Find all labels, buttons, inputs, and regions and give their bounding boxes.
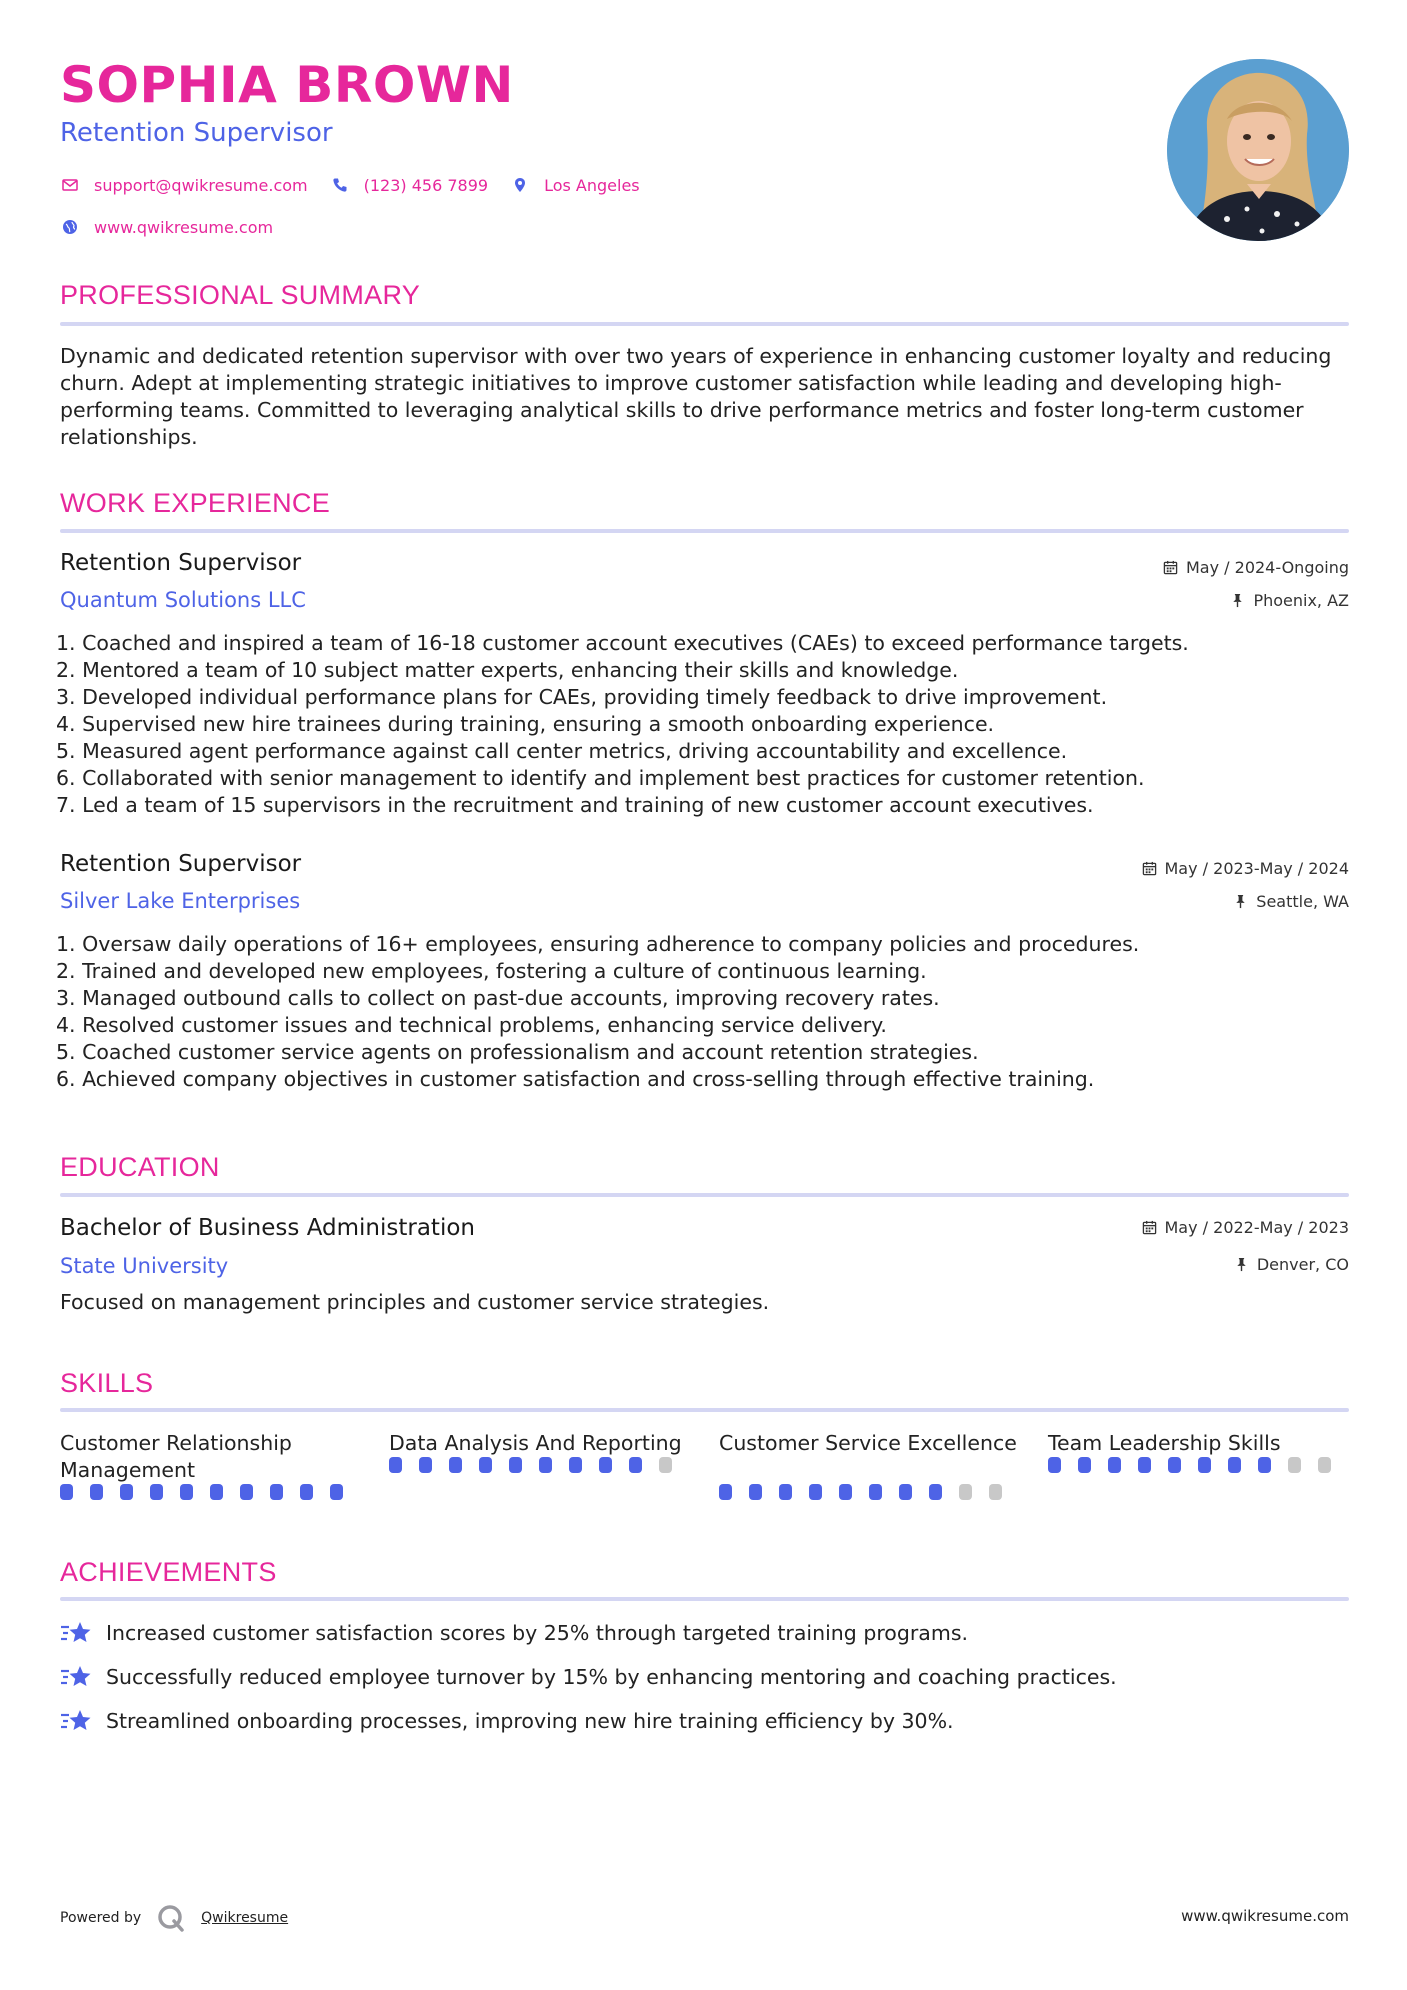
rating-dot-filled [779, 1484, 792, 1500]
rating-dot-filled [569, 1457, 582, 1473]
rating-dot-filled [1138, 1457, 1151, 1473]
rating-dot-filled [1228, 1457, 1241, 1473]
list-item: 3. Managed outbound calls to collect on past-due accounts, improving recovery rates. [56, 986, 940, 1010]
rating-dot-filled [300, 1484, 313, 1500]
skill-name: Customer Relationship Management [60, 1431, 292, 1482]
job-dates [1142, 859, 1350, 878]
footer-powered-by [60, 1902, 288, 1934]
education-location-text: Denver, CO [1256, 1255, 1349, 1274]
contact-email[interactable] [60, 175, 308, 195]
footer-site-link[interactable]: www.qwikresume.com [1181, 1907, 1349, 1925]
section-divider [60, 1193, 1349, 1197]
contact-location [510, 175, 640, 195]
email-text: support@qwikresume.com [94, 175, 308, 195]
contact-phone[interactable] [330, 175, 488, 195]
job-dates [1163, 558, 1349, 577]
website-text: www.qwikresume.com [94, 217, 274, 237]
rating-dot-empty [989, 1484, 1002, 1500]
section-divider [60, 322, 1349, 326]
rating-dot-filled [60, 1484, 73, 1500]
skill-rating [389, 1457, 689, 1473]
profile-photo [1167, 59, 1349, 241]
star-award-icon [60, 1619, 92, 1647]
rating-dot-filled [120, 1484, 133, 1500]
pushpin-icon [1234, 1257, 1249, 1272]
rating-dot-filled [539, 1457, 552, 1473]
list-item: 5. Coached customer service agents on professionalism and account retention strategies. [56, 1040, 979, 1064]
candidate-name: SOPHIA BROWN [60, 56, 514, 114]
rating-dot-filled [1048, 1457, 1061, 1473]
rating-dot-filled [1078, 1457, 1091, 1473]
rating-dot-filled [419, 1457, 432, 1473]
footer-brand-link[interactable]: Qwikresume [201, 1910, 289, 1926]
list-item: 5. Measured agent performance against call center metrics, driving accountability and excellence. [56, 739, 1068, 763]
skill-rating [719, 1484, 1019, 1500]
rating-dot-empty [659, 1457, 672, 1473]
globe-icon [60, 217, 80, 237]
contact-info [60, 172, 662, 256]
job-title: Retention Supervisor [60, 550, 302, 576]
rating-dot-filled [90, 1484, 103, 1500]
school-name: State University [60, 1254, 229, 1278]
list-item: 1. Oversaw daily operations of 16+ employees, ensuring adherence to company policies and procedures. [56, 932, 1140, 956]
job-dates-text: May / 2024-Ongoing [1186, 558, 1349, 577]
list-item: 3. Developed individual performance plans for CAEs, providing timely feedback to drive improvement. [56, 685, 1108, 709]
calendar-icon [1142, 1220, 1157, 1235]
job-location [1230, 591, 1349, 610]
rating-dot-filled [330, 1484, 343, 1500]
education-location [1234, 1255, 1349, 1274]
achievement-item [60, 1707, 954, 1735]
contact-website[interactable] [60, 217, 273, 237]
job-location [1233, 892, 1349, 911]
section-divider [60, 1597, 1349, 1601]
star-award-icon [60, 1707, 92, 1735]
rating-dot-filled [479, 1457, 492, 1473]
rating-dot-filled [1108, 1457, 1121, 1473]
skill-item [719, 1430, 1019, 1500]
rating-dot-filled [599, 1457, 612, 1473]
rating-dot-filled [389, 1457, 402, 1473]
rating-dot-filled [719, 1484, 732, 1500]
rating-dot-filled [899, 1484, 912, 1500]
list-item: 6. Collaborated with senior management to identify and implement best practices for customer retention. [56, 766, 1145, 790]
qwikresume-logo-icon [155, 1902, 187, 1934]
skill-name: Customer Service Excellence [719, 1431, 1017, 1455]
section-title-education: EDUCATION [60, 1152, 220, 1182]
rating-dot-filled [270, 1484, 283, 1500]
skill-rating [60, 1484, 360, 1500]
rating-dot-filled [150, 1484, 163, 1500]
job-dates-text: May / 2023-May / 2024 [1164, 859, 1349, 878]
rating-dot-filled [180, 1484, 193, 1500]
star-award-icon [60, 1663, 92, 1691]
rating-dot-filled [509, 1457, 522, 1473]
education-dates [1142, 1218, 1350, 1237]
list-item: 2. Trained and developed new employees, fostering a culture of continuous learning. [56, 959, 927, 983]
section-title-summary: PROFESSIONAL SUMMARY [60, 280, 421, 310]
rating-dot-empty [1288, 1457, 1301, 1473]
phone-icon [330, 175, 350, 195]
rating-dot-filled [1258, 1457, 1271, 1473]
job-location-text: Seattle, WA [1256, 892, 1349, 911]
skill-name: Data Analysis And Reporting [389, 1431, 682, 1455]
summary-text: Dynamic and dedicated retention supervisor with over two years of experience in enhancing customer loyalty and reducing churn. Adept at implementing strategic initiatives to improve customer satisfaction while leading and developing high-performing teams. Committed to leveraging analytical skills to drive performance metrics and foster long-term customer relationships. [60, 344, 1332, 449]
achievement-item [60, 1663, 1117, 1691]
rating-dot-filled [449, 1457, 462, 1473]
powered-by-label: Powered by [60, 1910, 142, 1926]
section-divider [60, 1408, 1349, 1412]
map-pin-icon [510, 175, 530, 195]
list-item: 7. Led a team of 15 supervisors in the recruitment and training of new customer account executives. [56, 793, 1094, 817]
skill-item [389, 1430, 689, 1473]
list-item: 1. Coached and inspired a team of 16-18 customer account executives (CAEs) to exceed performance targets. [56, 631, 1189, 655]
education-dates-text: May / 2022-May / 2023 [1164, 1218, 1349, 1237]
rating-dot-empty [959, 1484, 972, 1500]
achievement-text: Successfully reduced employee turnover by 15% by enhancing mentoring and coaching practices. [106, 1665, 1117, 1689]
envelope-icon [60, 175, 80, 195]
calendar-icon [1142, 861, 1157, 876]
job-responsibilities [56, 931, 1346, 1093]
rating-dot-filled [629, 1457, 642, 1473]
pushpin-icon [1233, 894, 1248, 909]
section-title-skills: SKILLS [60, 1368, 154, 1398]
list-item: 6. Achieved company objectives in customer satisfaction and cross-selling through effective training. [56, 1067, 1095, 1091]
rating-dot-filled [749, 1484, 762, 1500]
rating-dot-filled [809, 1484, 822, 1500]
education-description: Focused on management principles and customer service strategies. [60, 1290, 770, 1314]
phone-text: (123) 456 7899 [363, 175, 489, 195]
list-item: 4. Resolved customer issues and technical problems, enhancing service delivery. [56, 1013, 887, 1037]
achievement-text: Increased customer satisfaction scores by 25% through targeted training programs. [106, 1621, 969, 1645]
achievement-item [60, 1619, 968, 1647]
rating-dot-empty [1318, 1457, 1331, 1473]
job-responsibilities [56, 630, 1346, 819]
section-title-experience: WORK EXPERIENCE [60, 488, 331, 518]
rating-dot-filled [929, 1484, 942, 1500]
job-company: Silver Lake Enterprises [60, 889, 301, 913]
section-divider [60, 529, 1349, 533]
skill-item [1048, 1430, 1348, 1473]
rating-dot-filled [869, 1484, 882, 1500]
pushpin-icon [1230, 593, 1245, 608]
rating-dot-filled [240, 1484, 253, 1500]
candidate-title: Retention Supervisor [60, 118, 333, 148]
job-company: Quantum Solutions LLC [60, 588, 306, 612]
rating-dot-filled [1168, 1457, 1181, 1473]
list-item: 2. Mentored a team of 10 subject matter experts, enhancing their skills and knowledge. [56, 658, 959, 682]
skill-rating [1048, 1457, 1348, 1473]
job-title: Retention Supervisor [60, 851, 302, 877]
list-item: 4. Supervised new hire trainees during training, ensuring a smooth onboarding experience. [56, 712, 995, 736]
calendar-icon [1163, 560, 1178, 575]
rating-dot-filled [839, 1484, 852, 1500]
section-title-achievements: ACHIEVEMENTS [60, 1557, 277, 1587]
rating-dot-filled [1198, 1457, 1211, 1473]
job-location-text: Phoenix, AZ [1253, 591, 1349, 610]
degree-title: Bachelor of Business Administration [60, 1215, 475, 1241]
achievement-text: Streamlined onboarding processes, improving new hire training efficiency by 30%. [106, 1709, 954, 1733]
skill-name: Team Leadership Skills [1048, 1431, 1281, 1455]
skill-item [60, 1430, 360, 1500]
rating-dot-filled [210, 1484, 223, 1500]
location-text: Los Angeles [544, 175, 640, 195]
